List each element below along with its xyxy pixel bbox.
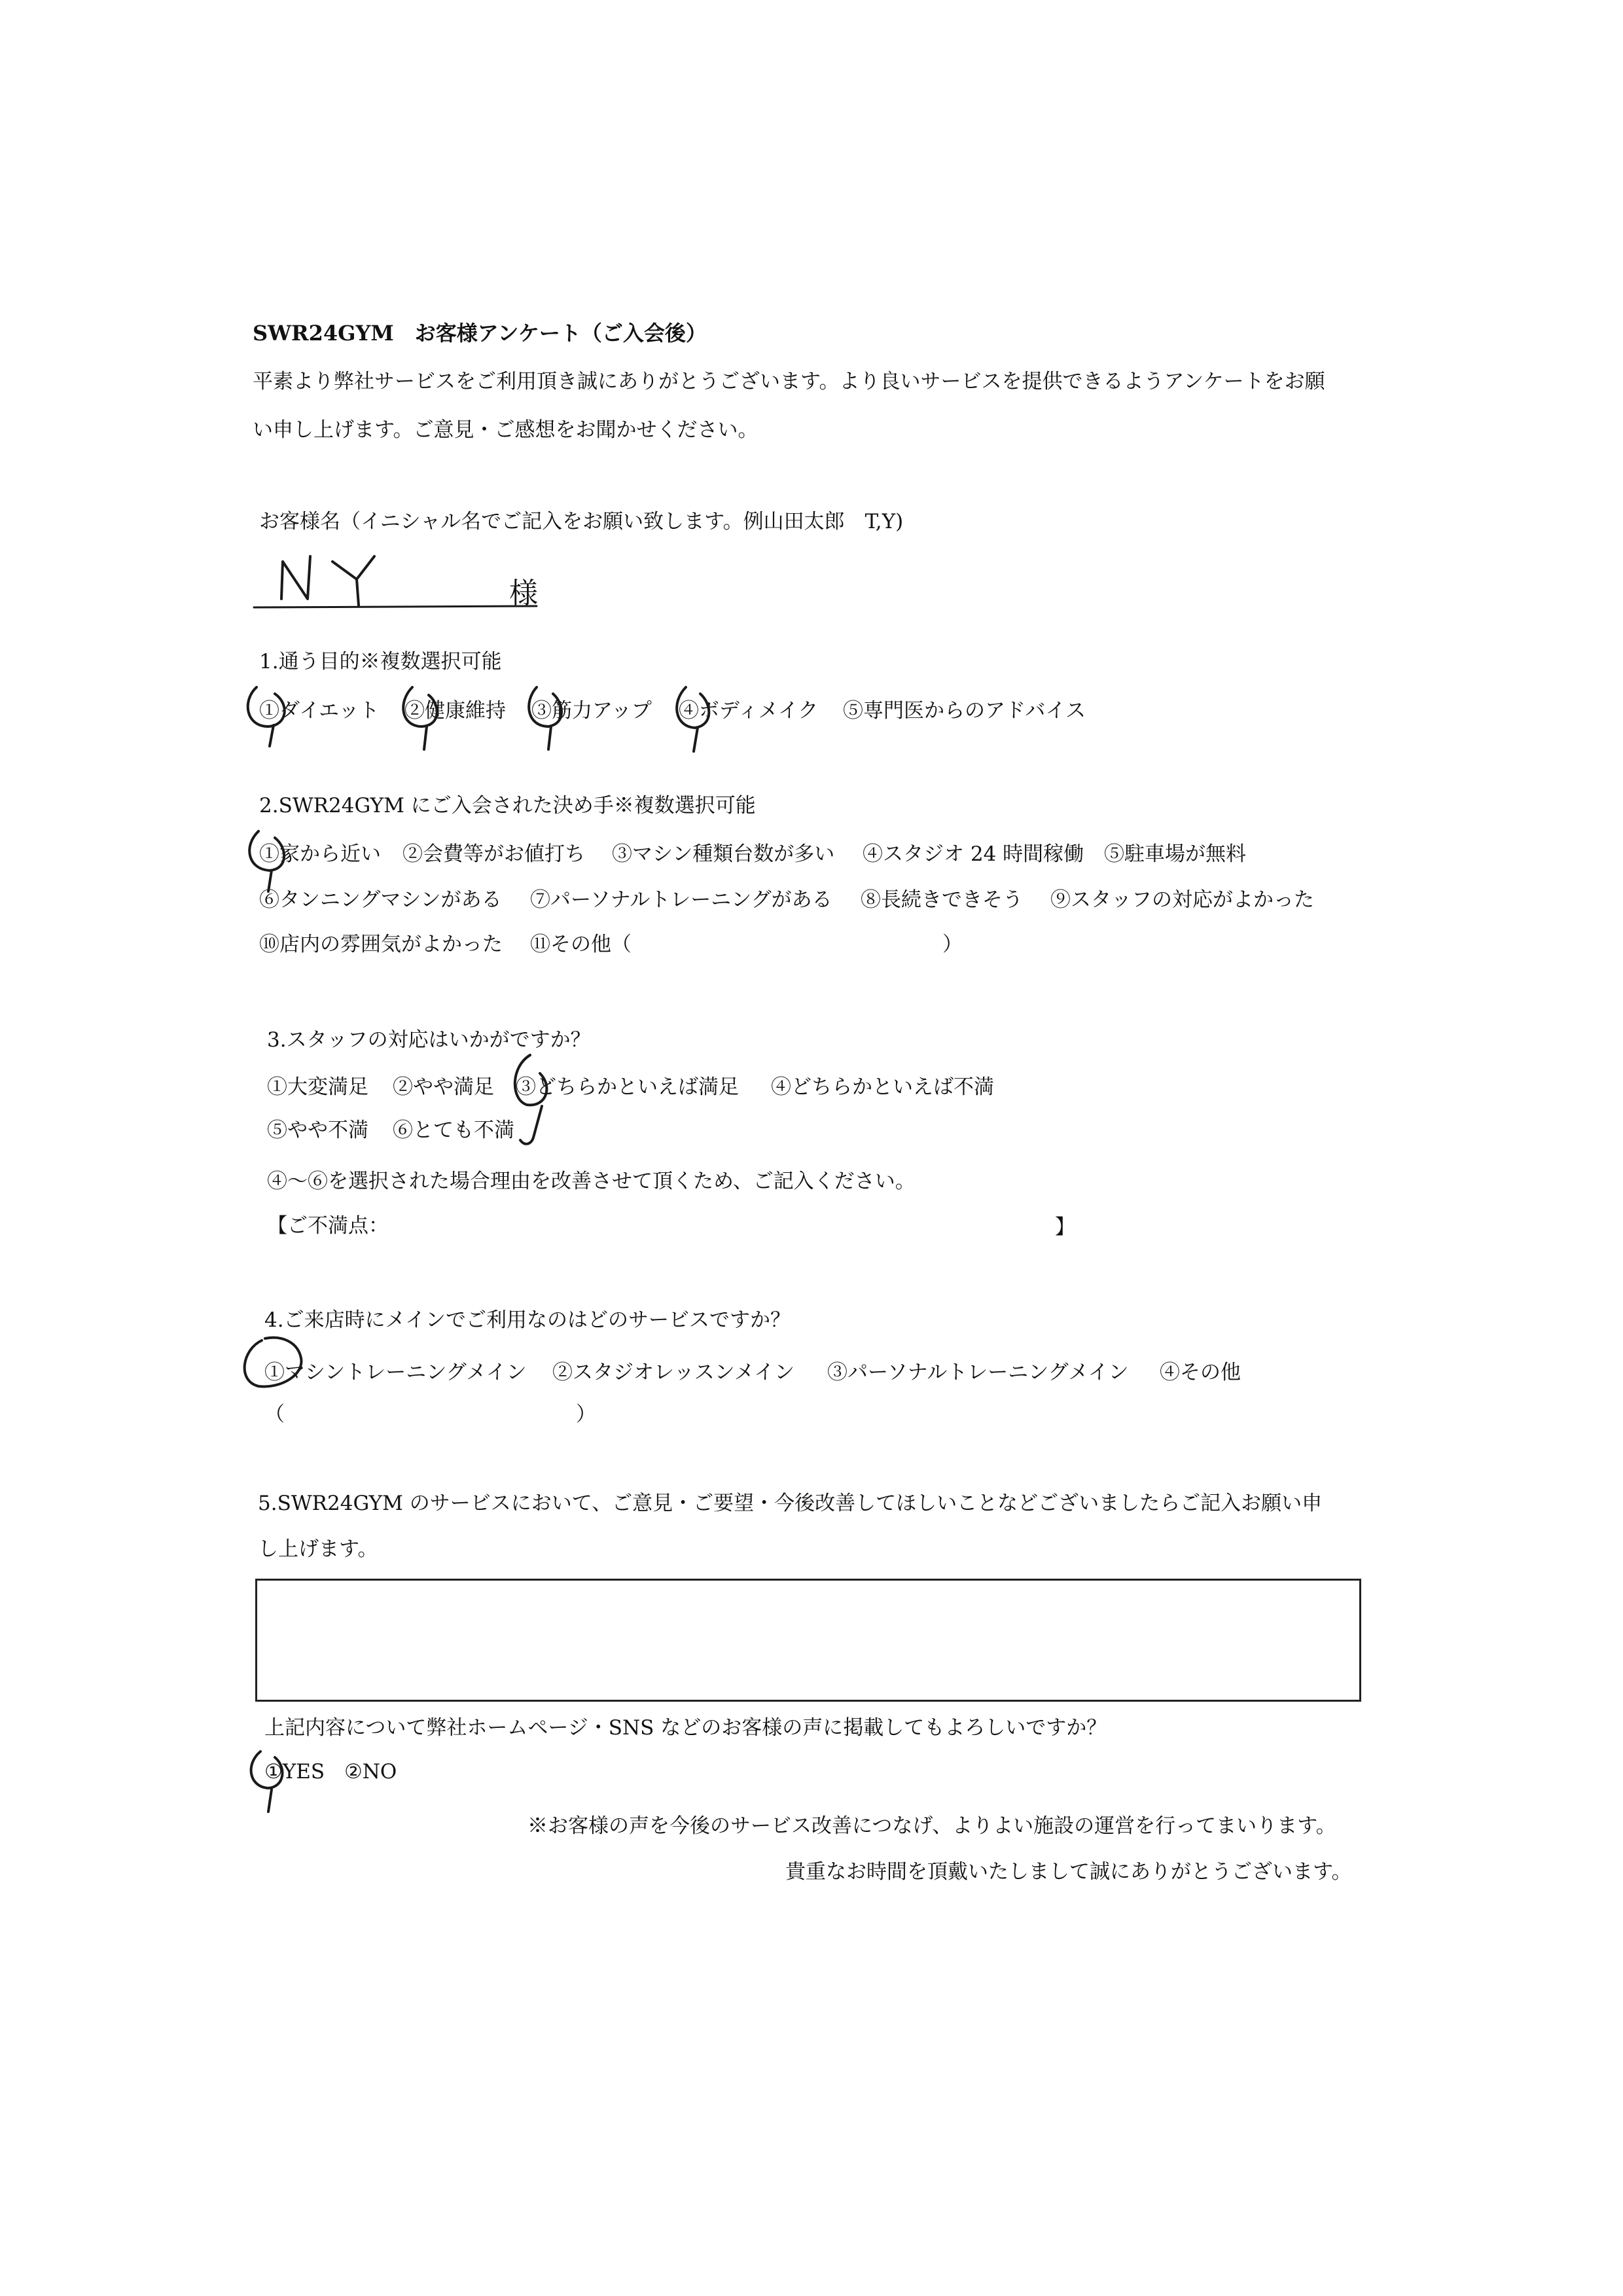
q2-option-studio-24h[interactable]: ④スタジオ 24 時間稼働 <box>863 842 1084 866</box>
q2-option-staff[interactable]: ⑨スタッフの対応がよかった <box>1050 888 1314 912</box>
footer-thanks: 貴重なお時間を頂戴いたしまして誠にありがとうございます。 <box>785 1860 1352 1884</box>
q4-question: 4.ご来店時にメインでご利用なのはどのサービスですか？ <box>264 1308 791 1332</box>
q4-option-machine[interactable]: ①マシントレーニングメイン <box>264 1361 527 1384</box>
q3-note: ④～⑥を選択された場合理由を改善させて頂くため、ご記入ください。 <box>267 1170 916 1193</box>
q2-option-tanning[interactable]: ⑥タンニングマシンがある <box>259 888 502 912</box>
handwritten-name <box>332 556 374 605</box>
q2-option-atmosphere[interactable]: ⑩店内の雰囲気がよかった <box>259 933 503 956</box>
q4-option-studio[interactable]: ②スタジオレッスンメイン <box>552 1361 795 1384</box>
publish-option-yes[interactable]: ①YES <box>264 1760 325 1784</box>
name-underline <box>254 606 537 607</box>
q2-option-other[interactable]: ⑪その他（ <box>530 933 632 956</box>
q3-option-rather-satisfied[interactable]: ③どちらかといえば満足 <box>516 1075 739 1099</box>
q3-complaint-close: 】 <box>1055 1215 1075 1239</box>
intro-text-line2: い申し上げます。ご意見・ご感想をお聞かせください。 <box>253 418 758 442</box>
q5-answer-text <box>257 1581 1359 1596</box>
handwritten-name <box>281 556 310 599</box>
intro-text-line1: 平素より弊社サービスをご利用頂き誠にありがとうございます。より良いサービスを提供できるようアンケートをお願 <box>253 370 1325 393</box>
q5-answer-box[interactable] <box>255 1579 1361 1702</box>
customer-name-label: お客様名（イニシャル名でご記入をお願い致します。例山田太郎 T,Y) <box>259 510 904 533</box>
q2-option-machines[interactable]: ③マシン種類台数が多い <box>612 842 835 866</box>
q3-option-somewhat-dissatisfied[interactable]: ⑤やや不満 <box>267 1119 368 1142</box>
q1-option-bodymake[interactable]: ④ボディメイク <box>679 699 819 723</box>
q4-other-open: （ <box>264 1403 285 1426</box>
q2-option-parking[interactable]: ⑤駐車場が無料 <box>1104 842 1246 866</box>
survey-title: SWR24GYM お客様アンケート（ご入会後） <box>253 321 707 346</box>
q3-question: 3.スタッフの対応はいかがですか？ <box>267 1028 591 1052</box>
q1-option-muscle[interactable]: ③筋力アップ <box>531 699 652 723</box>
q5-question-line1: 5.SWR24GYM のサービスにおいて、ご意見・ご要望・今後改善してほしいことなどございましたらご記入お願い申 <box>258 1492 1323 1515</box>
q2-option-fee[interactable]: ②会費等がお値打ち <box>402 842 585 866</box>
q3-check-mark-3 <box>515 1055 547 1144</box>
q3-option-somewhat-satisfied[interactable]: ②やや満足 <box>393 1075 494 1099</box>
q2-option-personal[interactable]: ⑦パーソナルトレーニングがある <box>530 888 832 912</box>
q1-question: 1.通う目的※複数選択可能 <box>259 650 502 673</box>
q3-option-very-satisfied[interactable]: ①大変満足 <box>267 1075 368 1099</box>
q4-option-personal[interactable]: ③パーソナルトレーニングメイン <box>827 1361 1129 1384</box>
q4-other-close: ） <box>576 1403 596 1426</box>
q2-option-continue[interactable]: ⑧長続きできそう <box>861 888 1023 912</box>
q3-option-very-dissatisfied[interactable]: ⑥とても不満 <box>393 1119 514 1142</box>
q1-option-specialist[interactable]: ⑤専門医からのアドバイス <box>843 699 1086 723</box>
q2-option-near-home[interactable]: ①家から近い <box>259 842 381 866</box>
honorific-sama: 様 <box>509 577 538 610</box>
q2-question: 2.SWR24GYM にご入会された決め手※複数選択可能 <box>259 794 756 817</box>
publish-question: 上記内容について弊社ホームページ・SNS などのお客様の声に掲載してもよろしいですか？ <box>264 1716 1107 1740</box>
q5-question-line2: し上げます。 <box>258 1537 378 1561</box>
q3-option-rather-dissatisfied[interactable]: ④どちらかといえば不満 <box>771 1075 994 1099</box>
q1-option-diet[interactable]: ①ダイエット <box>259 699 380 723</box>
footer-note: ※お客様の声を今後のサービス改善につなげ、よりよい施設の運営を行ってまいります。 <box>527 1814 1336 1838</box>
q4-option-other[interactable]: ④その他 <box>1160 1361 1241 1384</box>
q3-complaint-label: 【ご不満点： <box>267 1214 389 1238</box>
publish-option-no[interactable]: ②NO <box>344 1760 397 1784</box>
q2-other-close: ） <box>942 933 963 956</box>
q1-option-health[interactable]: ②健康維持 <box>404 699 506 723</box>
